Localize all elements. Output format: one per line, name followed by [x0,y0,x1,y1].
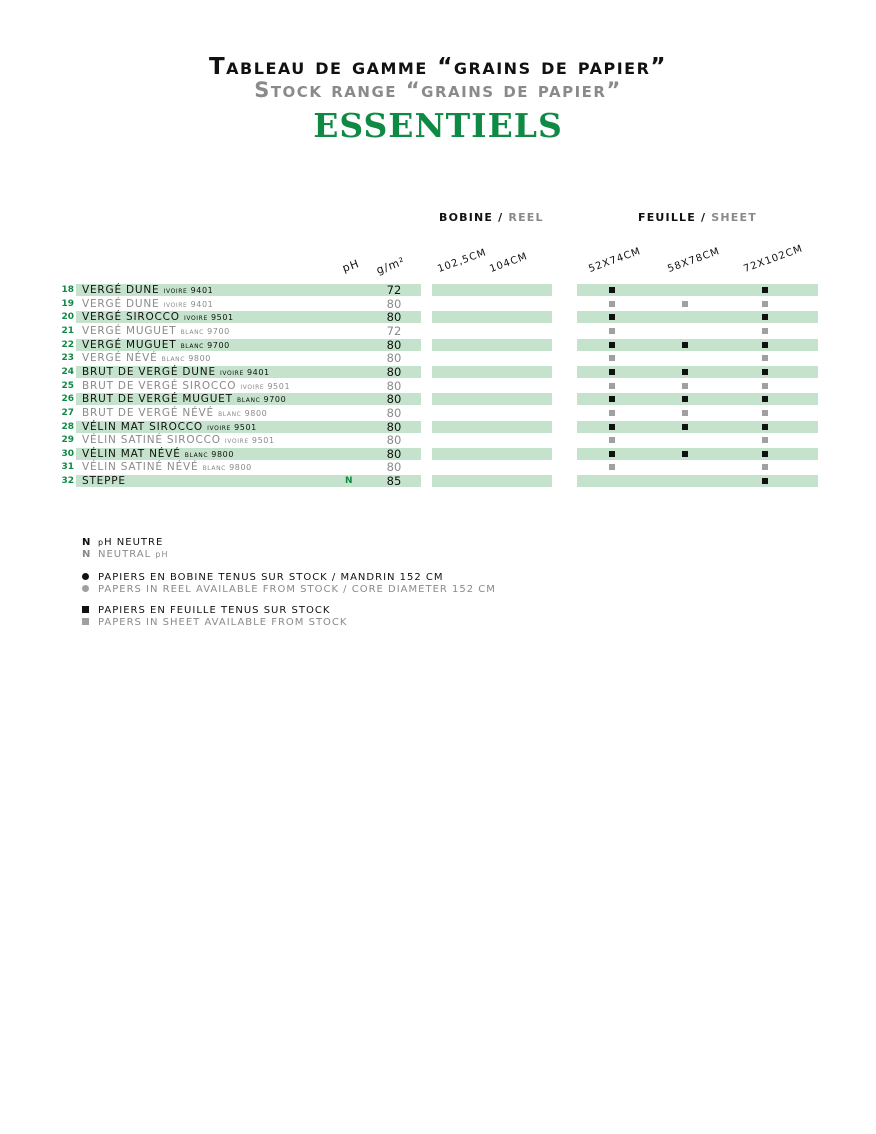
paper-name-main: VÉLIN MAT SIROCCO [82,420,203,433]
sheet-stock-square-icon [609,383,615,389]
paper-shade: blanc 9800 [184,449,235,459]
sheet-stock-square-icon [762,451,768,457]
sheet-group-header [638,211,757,224]
reel-group-en: REEL [508,211,544,224]
paper-name [82,407,267,420]
sheet-stock-square-icon [762,478,768,484]
paper-name-main: VERGÉ MUGUET [82,338,177,351]
weight-value: 80 [386,337,402,352]
paper-shade: ivoire 9401 [163,286,214,295]
weight-value: 80 [386,310,402,325]
reel-group-fr: BOBINE [439,211,494,224]
sheet-size-header-1: 52X74CM [587,245,643,275]
row-number: 19 [61,298,74,309]
paper-name-main: VERGÉ MUGUET [82,324,177,337]
sheet-group-separator: / [696,211,712,224]
row-band [432,448,552,460]
weight-value: 80 [386,351,402,366]
ph-column-header: pH [340,256,362,275]
paper-name-main: VÉLIN MAT NÉVÉ [82,447,181,460]
table-row [0,407,876,419]
paper-name [82,325,230,338]
table-row [0,421,876,433]
table-row [0,393,876,405]
sheet-stock-square-icon [609,396,615,402]
legend-sheet-en [82,617,347,629]
paper-shade: blanc 9800 [218,408,268,418]
weight-value: 72 [386,323,402,338]
page-title-en: Stock range “grains de papier” [254,78,622,102]
sheet-stock-square-icon [682,424,688,430]
row-number: 32 [61,476,74,487]
paper-name [82,475,126,487]
sheet-size-header-2: 58X78CM [666,245,722,275]
weight-column-header: g/m² [374,254,408,277]
paper-name-main: VERGÉ DUNE [82,284,160,296]
sheet-stock-square-icon [682,410,688,416]
table-row [0,352,876,364]
row-band [76,475,421,487]
weight-value: 80 [386,405,402,420]
table-row [0,366,876,378]
paper-name [82,284,213,297]
sheet-stock-square-icon [762,437,768,443]
row-number: 31 [61,462,74,473]
row-number: 26 [61,394,74,405]
sheet-size-header-3: 72X102CM [742,243,805,275]
paper-name-main: VERGÉ SIROCCO [82,311,180,324]
row-number: 22 [61,339,74,350]
row-number: 25 [61,380,74,391]
paper-name-main: VÉLIN SATINÉ NÉVÉ [82,461,199,474]
row-band [432,475,552,487]
reel-size-header-1: 102,5CM [436,247,489,275]
sheet-stock-square-icon [609,355,615,361]
sheet-stock-square-icon [762,383,768,389]
row-number: 23 [61,353,74,364]
sheet-stock-square-icon [609,342,615,348]
paper-shade: blanc 9700 [180,340,230,350]
paper-name [82,311,234,324]
table-row [0,325,876,337]
row-band [432,393,552,405]
weight-value: 80 [386,296,402,311]
neutral-symbol-en: N [82,549,92,560]
legend-neutral-en [82,549,168,561]
sheet-stock-square-icon [762,410,768,416]
collection-title: ESSENTIELS [313,106,563,145]
row-band [432,339,552,351]
weight-value: 85 [386,474,402,489]
sheet-stock-square-icon [609,464,615,470]
table-row [0,475,876,487]
paper-name-main: STEPPE [82,475,126,488]
dark-square-icon [82,606,89,613]
sheet-stock-square-icon [682,342,688,348]
dark-dot-icon [82,573,89,580]
weight-value: 80 [386,433,402,448]
weight-value: 72 [386,283,402,297]
row-number: 24 [61,366,74,377]
sheet-stock-square-icon [682,301,688,307]
neutral-en-text: NEUTRAL [98,549,156,560]
sheet-en-text: PAPERS IN SHEET AVAILABLE FROM STOCK [98,617,348,628]
paper-shade: ivoire 9501 [184,313,234,323]
paper-name [82,448,234,461]
sheet-stock-square-icon [609,437,615,443]
sheet-stock-square-icon [762,328,768,334]
paper-shade: ivoire 9401 [220,367,270,377]
weight-value: 80 [386,446,402,461]
paper-shade: ivoire 9401 [163,299,214,309]
sheet-fr-text: PAPIERS EN FEUILLE TENUS SUR STOCK [98,605,331,616]
row-number: 20 [61,312,74,323]
paper-shade: ivoire 9501 [207,422,257,432]
paper-shade: ivoire 9501 [224,436,275,446]
table-row [0,461,876,473]
paper-name [82,434,275,447]
paper-name-main: BRUT DE VERGÉ SIROCCO [82,379,237,392]
paper-name-main: VÉLIN SATINÉ SIROCCO [82,434,221,447]
sheet-group-fr: FEUILLE [638,211,696,224]
legend-sheet-fr [82,605,330,617]
reel-group-separator: / [493,211,509,224]
grey-dot-icon [82,585,89,592]
reel-group-header [439,211,544,224]
row-number: 21 [61,325,74,336]
neutral-fr-text: H NEUTRE [104,537,164,548]
paper-shade: blanc 9700 [180,326,230,336]
paper-shade: blanc 9800 [202,463,252,473]
row-number: 27 [61,407,74,418]
legend-reel-fr [82,572,444,584]
neutral-en-suffix: pH [155,550,169,559]
table-row [0,448,876,460]
paper-name [82,393,286,406]
sheet-stock-square-icon [762,355,768,361]
paper-name-main: BRUT DE VERGÉ NÉVÉ [82,406,214,419]
table-row [0,298,876,310]
row-band [577,475,818,487]
paper-name-main: BRUT DE VERGÉ MUGUET [82,393,233,406]
paper-name [82,421,257,434]
sheet-stock-square-icon [609,369,615,375]
page-title-fr: Tableau de gamme “grains de papier” [208,54,668,80]
paper-shade: ivoire 9501 [240,381,291,391]
ph-value: N [345,476,353,487]
weight-value: 80 [386,392,402,407]
paper-name-main: BRUT DE VERGÉ DUNE [82,365,216,378]
paper-name [82,366,270,379]
sheet-stock-square-icon [762,342,768,348]
sheet-stock-square-icon [762,396,768,402]
sheet-stock-square-icon [609,287,615,293]
sheet-group-en: SHEET [711,211,757,224]
row-band [432,421,552,433]
row-band [432,366,552,378]
sheet-stock-square-icon [609,301,615,307]
sheet-stock-square-icon [762,314,768,320]
table-row [0,339,876,351]
neutral-symbol: N [82,537,92,548]
sheet-stock-square-icon [609,328,615,334]
reel-size-header-2: 104CM [488,251,530,275]
row-number: 18 [61,285,74,295]
table-row [0,434,876,446]
sheet-stock-square-icon [609,410,615,416]
sheet-stock-square-icon [682,383,688,389]
paper-name [82,339,230,352]
weight-value: 80 [386,378,402,393]
table-row [0,380,876,392]
sheet-stock-square-icon [682,451,688,457]
grey-square-icon [82,618,89,625]
paper-shade: blanc 9800 [161,354,211,364]
sheet-stock-square-icon [609,451,615,457]
sheet-stock-square-icon [762,369,768,375]
legend-reel-en [82,584,496,596]
paper-name-main: VERGÉ DUNE [82,297,160,310]
paper-name [82,380,290,393]
weight-value: 80 [386,419,402,434]
sheet-stock-square-icon [682,369,688,375]
sheet-stock-square-icon [762,464,768,470]
paper-shade: blanc 9700 [236,395,287,405]
reel-en-text: PAPERS IN REEL AVAILABLE FROM STOCK / CORE DIAMETER 152 CM [98,584,496,595]
sheet-stock-square-icon [609,424,615,430]
row-band [432,284,552,296]
weight-value: 80 [386,364,402,379]
row-number: 28 [61,421,74,432]
table-row [0,284,876,296]
row-number: 29 [61,435,74,446]
row-number: 30 [61,448,74,459]
neutral-fr-prefix: p [98,538,105,547]
sheet-stock-square-icon [762,301,768,307]
sheet-stock-square-icon [762,424,768,430]
table-row [0,311,876,323]
legend-neutral-fr [82,537,163,549]
sheet-stock-square-icon [762,287,768,293]
paper-name [82,298,213,311]
paper-name-main: VERGÉ NÉVÉ [82,352,158,365]
sheet-stock-square-icon [609,314,615,320]
row-band [432,311,552,323]
paper-name [82,461,252,474]
reel-fr-text: PAPIERS EN BOBINE TENUS SUR STOCK / MANDRIN 152 CM [98,572,444,583]
weight-value: 80 [386,460,402,475]
paper-name [82,352,211,365]
sheet-stock-square-icon [682,396,688,402]
